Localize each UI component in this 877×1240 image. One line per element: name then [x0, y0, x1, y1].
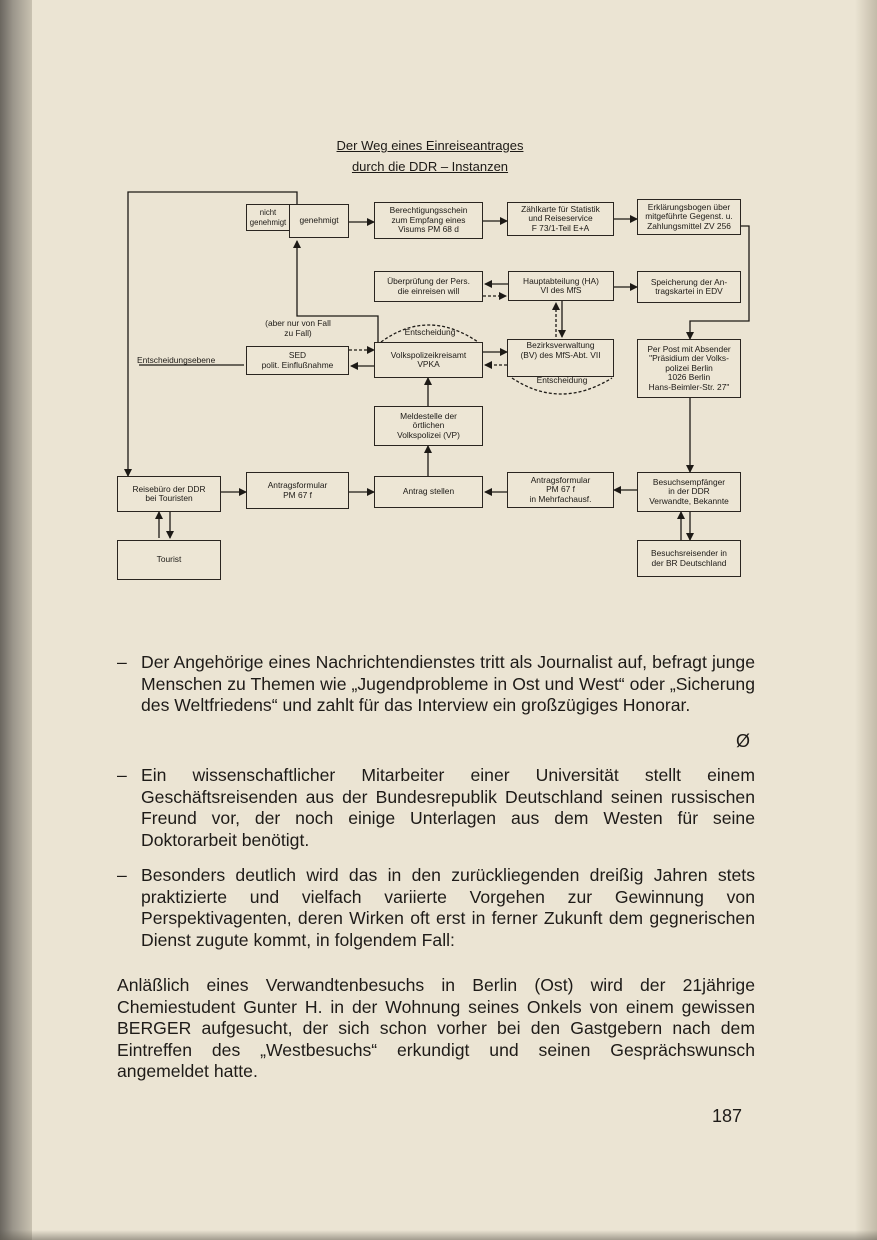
page-number: 187	[712, 1106, 743, 1126]
label-decision-level: Entscheidungsebene	[137, 355, 216, 365]
item-text-journalist: Der Angehörige eines Nachrichtendienstes tritt als Journalist auf, befragt junge Menschen zu Themen wie „Jugendprobleme in Ost und West“ oder „Sicherung des Weltfriedens“ und zahlt für das Interview ein großzügiges Honorar.	[141, 652, 755, 715]
bullet-list-3	[117, 865, 755, 951]
label-case-by-case: (aber nur von Fall zu Fall)	[265, 318, 331, 338]
margin-mark: Ø	[736, 731, 751, 751]
box-vpka: Volkspolizeikreisamt VPKA	[374, 342, 483, 378]
label-decision-left: Entscheidung	[404, 327, 456, 337]
page-bottom-shadow	[0, 1230, 877, 1240]
box-visit-recipient: Besuchsempfänger in der DDR Verwandte, Bekannte	[637, 472, 741, 512]
box-stat-card: Zählkarte für Statistik und Reiseservice F 73/1-Teil E+A	[507, 202, 614, 236]
bullet-list-2	[117, 765, 755, 851]
box-registration-office: Meldestelle der örtlichen Volkspolizei (VP)	[374, 406, 483, 446]
box-storage: Speicherung der An- tragskartei in EDV	[637, 271, 741, 303]
box-visitor-frg: Besuchsreisender in der BR Deutschland	[637, 540, 741, 577]
box-sed: SED polit. Einflußnahme	[246, 346, 349, 375]
box-mail-sender: Per Post mit Absender "Präsidium der Volks- polizei Berlin 1026 Berlin Hans-Beimler-Str. 27"	[637, 339, 741, 398]
body-paragraph: Anläßlich eines Verwandtenbesuchs in Berlin (Ost) wird der 21jährige Chemiestudent Gunter H. in der Wohnung seines Onkels von einem gewissen BERGER aufgesucht, der sich schon vorher bei den Gastgebern nach dem Eintreffen des „Westbesuchs“ erkundigt und seinen Gesprächswunsch angemeldet hatte.	[117, 975, 755, 1081]
box-tourist: Tourist	[117, 540, 221, 580]
diagram-title-line1: Der Weg eines Einreiseantrages	[336, 138, 524, 153]
box-main-department: Hauptabteilung (HA) VI des MfS	[508, 271, 614, 301]
label-decision-right: Entscheidung	[536, 375, 588, 385]
box-check-person: Überprüfung der Pers. die einreisen will	[374, 271, 483, 302]
list-item	[117, 865, 755, 951]
box-apply: Antrag stellen	[374, 476, 483, 508]
list-item	[117, 765, 755, 851]
box-approved: genehmigt	[289, 204, 349, 238]
item-text-scientist: Ein wissenschaftlicher Mitarbeiter einer Universität stellt einem Geschäftsreisenden aus der Bundesrepublik Deutschland seinen russischen Freund vor, der noch einige Unterlagen aus dem Westen für seine Doktorarbeit benötigt.	[141, 765, 755, 850]
box-travel-agency: Reisebüro der DDR bei Touristen	[117, 476, 221, 512]
bullet-dash: –	[117, 765, 127, 785]
bullet-list	[117, 652, 755, 717]
box-district-administration: Bezirksverwaltung (BV) des MfS-Abt. VII	[507, 339, 614, 377]
box-not-approved: nicht genehmigt	[246, 204, 290, 231]
bullet-dash: –	[117, 865, 127, 885]
diagram-title-line2: durch die DDR – Instanzen	[351, 159, 509, 174]
list-item	[117, 652, 755, 717]
box-declaration: Erklärungsbogen über mitgeführte Gegenst. u. Zahlungsmittel ZV 256	[637, 199, 741, 235]
item-text-perspective-agents: Besonders deutlich wird das in den zurückliegenden dreißig Jahren stets praktizierte und vielfach variierte Vorgehen zur Gewinnung von Perspektivagenten, deren Wirken oft erst in ferner Zukunft dem gegnerischen Dienst zugute kommt, in folgendem Fall:	[141, 865, 755, 950]
box-permit: Berechtigungsschein zum Empfang eines Visums PM 68 d	[374, 202, 483, 239]
box-form-left: Antragsformular PM 67 f	[246, 472, 349, 509]
bullet-dash: –	[117, 652, 127, 672]
box-form-right: Antragsformular PM 67 f in Mehrfachausf.	[507, 472, 614, 508]
